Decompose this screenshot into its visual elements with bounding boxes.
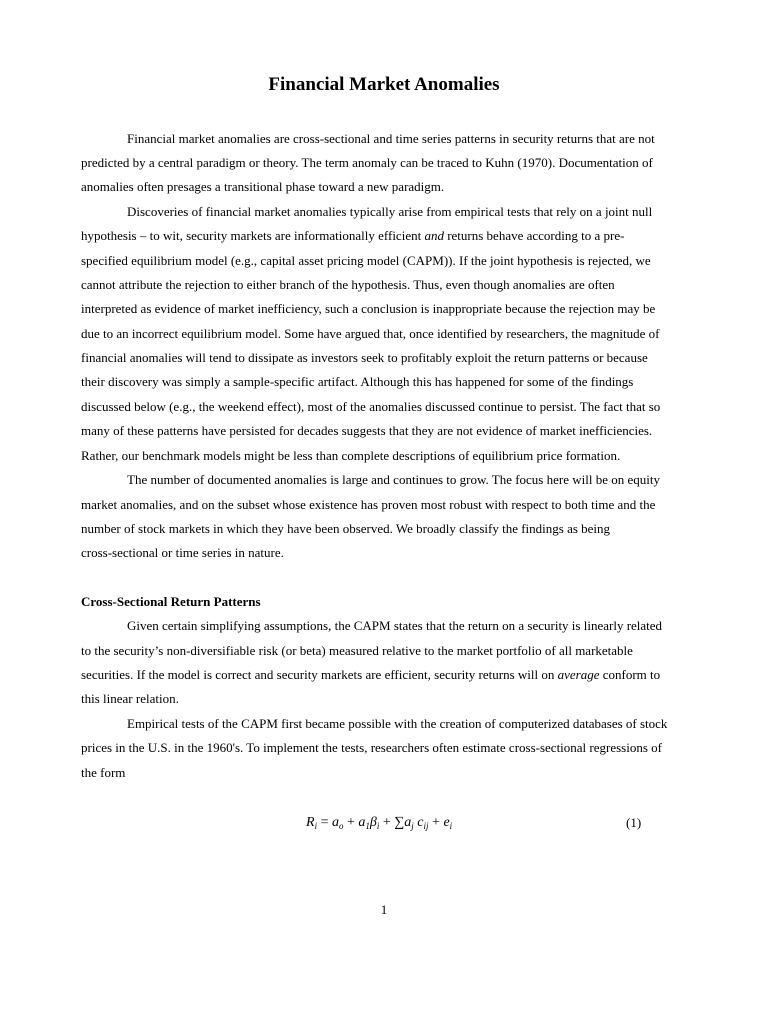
eq-subscript: i [449, 821, 453, 831]
regression-equation [306, 814, 452, 832]
paragraph-line: the form [81, 765, 126, 780]
paragraph-line: this linear relation. [81, 691, 179, 706]
paragraph-line: The number of documented anomalies is large and continues to grow. The focus here will be on equity [127, 472, 660, 487]
paragraph-line: their discovery was simply a sample-specific artifact. Although this has happened for some of the findings [81, 374, 634, 389]
eq-symbol: c [413, 815, 424, 830]
paragraph-line [81, 228, 624, 244]
paragraph-line: Empirical tests of the CAPM first became possible with the creation of computerized databases of stock [127, 716, 668, 731]
text-span: securities. If the model is correct and security markets are efficient, security returns will on [81, 667, 558, 682]
paragraph-line: Rather, our benchmark models might be less than complete descriptions of equilibrium price formation. [81, 448, 621, 463]
paragraph-line: interpreted as evidence of market inefficiency, such a conclusion is inappropriate because the rejection may be [81, 301, 656, 316]
paragraph-line: discussed below (e.g., the weekend effect), most of the anomalies discussed continue to persist. The fact that so [81, 399, 661, 414]
eq-subscript: i [376, 821, 380, 831]
paragraph-line: financial anomalies will tend to dissipate as investors seek to profitably exploit the return patterns or because [81, 350, 648, 365]
eq-symbol: β [369, 815, 377, 830]
paragraph-line [81, 667, 660, 683]
eq-symbol: e [443, 815, 450, 830]
eq-symbol: a [331, 815, 339, 830]
eq-operator: + ∑ [379, 815, 405, 830]
eq-subscript: 1 [365, 821, 370, 831]
paragraph-line: anomalies often presages a transitional phase toward a new paradigm. [81, 179, 445, 194]
text-span: conform to [599, 667, 661, 682]
section-heading: Cross-Sectional Return Patterns [81, 594, 261, 609]
eq-symbol: a [358, 815, 366, 830]
eq-subscript: i [314, 821, 318, 831]
paragraph-line: number of stock markets in which they have been observed. We broadly classify the findings as being [81, 521, 611, 536]
paragraph-line: due to an incorrect equilibrium model. Some have argued that, once identified by researchers, the magnitude of [81, 326, 660, 341]
paragraph-line: market anomalies, and on the subset whose existence has proven most robust with respect to both time and the [81, 497, 656, 512]
paragraph-line: predicted by a central paradigm or theory. The term anomaly can be traced to Kuhn (1970). Documentation of [81, 155, 653, 170]
paragraph-line: Discoveries of financial market anomalies typically arise from empirical tests that rely on a joint null [127, 204, 653, 219]
eq-symbol: R [306, 815, 315, 830]
paragraph-line: cross-sectional or time series in nature. [81, 545, 284, 560]
paragraph-line: cannot attribute the rejection to either branch of the hypothesis. Thus, even though anomalies are often [81, 277, 615, 292]
paragraph-line: specified equilibrium model (e.g., capital asset pricing model (CAPM)). If the joint hypothesis is rejected, we [81, 253, 651, 268]
paragraph-line: prices in the U.S. in the 1960's. To implement the tests, researchers often estimate cross-sectional regressions of [81, 740, 662, 755]
paragraph-line: Given certain simplifying assumptions, the CAPM states that the return on a security is linearly related [127, 618, 663, 633]
text-span: hypothesis – to wit, security markets are informationally efficient [81, 228, 425, 243]
eq-subscript: j [411, 821, 414, 831]
paragraph-line: Financial market anomalies are cross-sectional and time series patterns in security returns that are not [127, 131, 655, 146]
paragraph-line: many of these patterns have persisted for decades suggests that they are not evidence of market inefficiencies. [81, 423, 653, 438]
text-span: returns behave according to a pre- [443, 228, 625, 243]
paragraph-line: to the security’s non-diversifiable risk (or beta) measured relative to the market portfolio of all marketable [81, 643, 633, 658]
equation-number: (1) [626, 815, 642, 830]
emphasis-text: and [424, 228, 444, 243]
document-title: Financial Market Anomalies [268, 74, 500, 95]
eq-subscript: ij [423, 821, 429, 831]
page-number: 1 [380, 902, 388, 917]
emphasis-text: average [557, 667, 600, 682]
eq-subscript: o [338, 821, 344, 831]
eq-operator: = [317, 815, 332, 830]
eq-symbol: a [404, 815, 412, 830]
eq-operator: + [428, 815, 444, 830]
eq-operator: + [343, 815, 359, 830]
